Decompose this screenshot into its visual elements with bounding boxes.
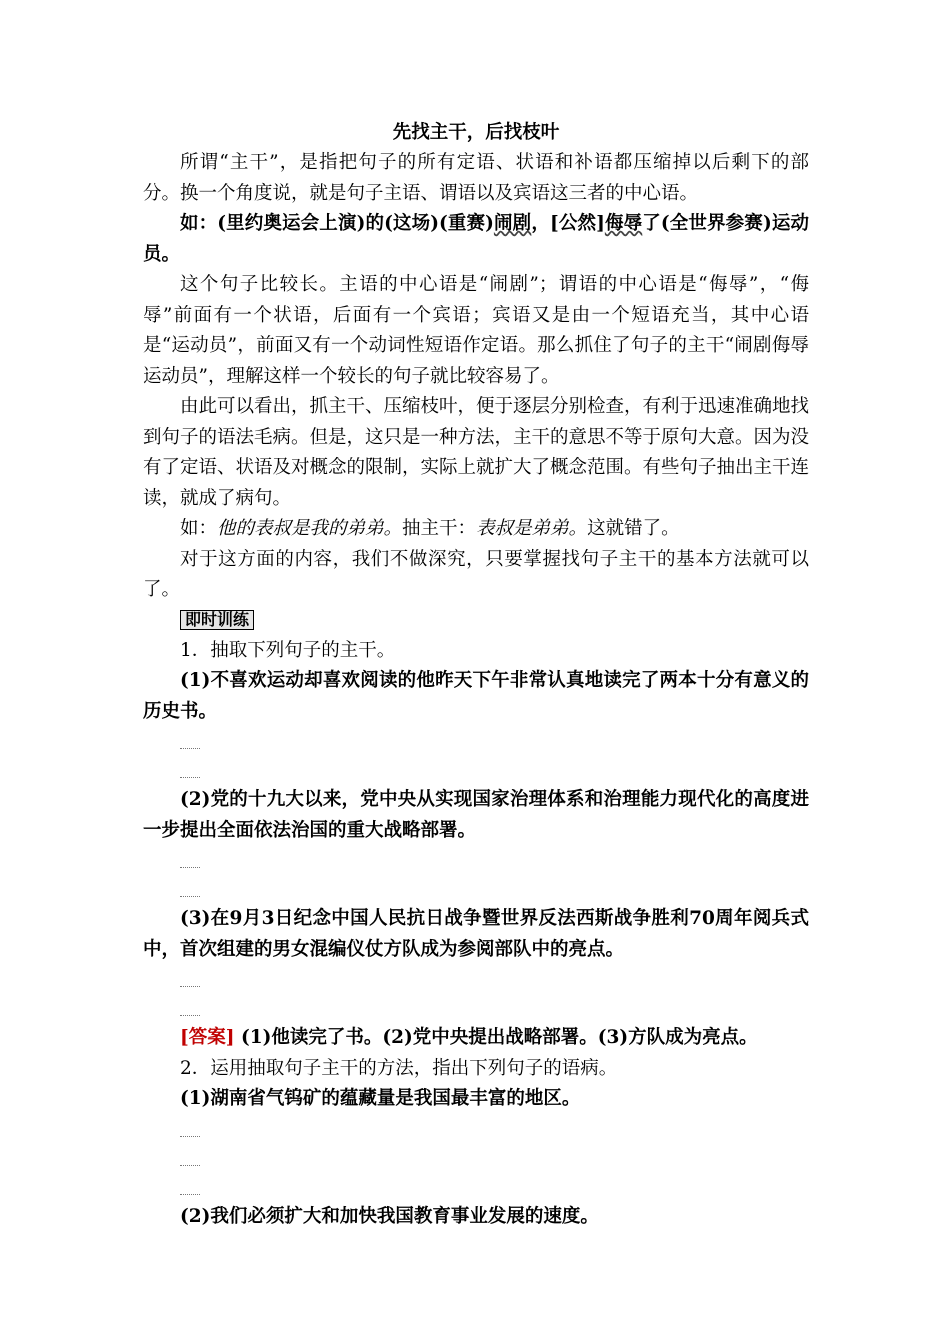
question-2-stem: 2．运用抽取句子主干的方法，指出下列句子的语病。 (180, 1057, 618, 1079)
example2-suffix: 这就错了。 (587, 518, 680, 539)
example2-trunk: 表叔是弟弟。 (476, 518, 588, 539)
document-body (143, 118, 809, 1232)
example-part1: (里约奥运会上演)的(这场)(重赛) (217, 213, 494, 234)
answer-blank (180, 756, 809, 785)
question-2-sentence-2: (2)我们必须扩大和加快我国教育事业发展的速度。 (180, 1205, 599, 1227)
example2-sentence: 他的表叔是我的弟弟。 (217, 518, 403, 539)
example2-prefix: 如： (180, 518, 218, 539)
question-1-answer (143, 1023, 809, 1054)
example-part2: ，[公然] (531, 213, 605, 234)
paragraph-definition: 所谓“主干”，是指把句子的所有定语、状语和补语都压缩掉以后剩下的部分。换一个角度说，就是句子主语、谓语以及宾语这三者的中心语。 (143, 152, 809, 204)
answer-blank (180, 1144, 809, 1173)
paragraph-conclusion: 由此可以看出，抓主干、压缩枝叶，便于逐层分别检查，有利于迅速准确地找到句子的语法毛病。但是，这只是一种方法，主干的意思不等于原句大意。因为没有了定语、状语及对概念的限制，实际上就扩大了概念范围。有些句子抽出主干连读，就成了病句。 (143, 396, 810, 509)
question-1-sentence-1: (1)不喜欢运动却喜欢阅读的他昨天下午非常认真地读完了两本十分有意义的历史书。 (143, 670, 809, 722)
example-verb: 侮辱 (604, 213, 643, 234)
answer-blank (180, 846, 809, 875)
example-sentence-1 (143, 209, 809, 270)
answer-blank (180, 875, 809, 904)
practice-tag: 即时训练 (180, 610, 254, 630)
example-subject: 闹剧 (493, 213, 532, 234)
question-1-stem: 1．抽取下列句子的主干。 (180, 639, 396, 661)
paragraph-note: 对于这方面的内容，我们不做深究，只要掌握找句子主干的基本方法就可以了。 (143, 548, 809, 600)
answer-blank (180, 1115, 809, 1144)
page-title: 先找主干，后找枝叶 (392, 122, 560, 143)
answer-tag: [答案] (180, 1027, 235, 1048)
question-1-sentence-2: (2)党的十九大以来，党中央从实现国家治理体系和治理能力现代化的高度进一步提出全面依法治国的重大战略部署。 (143, 789, 809, 841)
question-2-sentence-1: (1)湖南省气钨矿的蕴藏量是我国最丰富的地区。 (180, 1088, 581, 1109)
paragraph-analysis: 这个句子比较长。主语的中心语是“闹剧”；谓语的中心语是“侮辱”，“侮辱”前面有一个状语，后面有一个宾语；宾语又是由一个短语充当，其中心语是“运动员”，前面又有一个动词性短语作定语。那么抓住了句子的主干“闹剧侮辱运动员”，理解这样一个较长的句子就比较容易了。 (143, 274, 809, 387)
answer-blank (180, 994, 809, 1023)
answer-blank (180, 1173, 809, 1202)
answer-text: (1)他读完了书。(2)党中央提出战略部署。(3)方队成为亮点。 (240, 1027, 758, 1048)
example-part3: 了(全世界参赛)运动员。 (143, 213, 809, 265)
example-sentence-2 (143, 514, 809, 545)
question-1-sentence-3: (3)在9月3日纪念中国人民抗日战争暨世界反法西斯战争胜利70周年阅兵式中，首次组建的男女混编仪仗方队成为参阅部队中的亮点。 (143, 908, 809, 960)
answer-blank (180, 965, 809, 994)
example2-mid: 抽主干： (402, 518, 477, 539)
answer-blank (180, 727, 809, 756)
example-prefix: 如： (180, 213, 218, 234)
